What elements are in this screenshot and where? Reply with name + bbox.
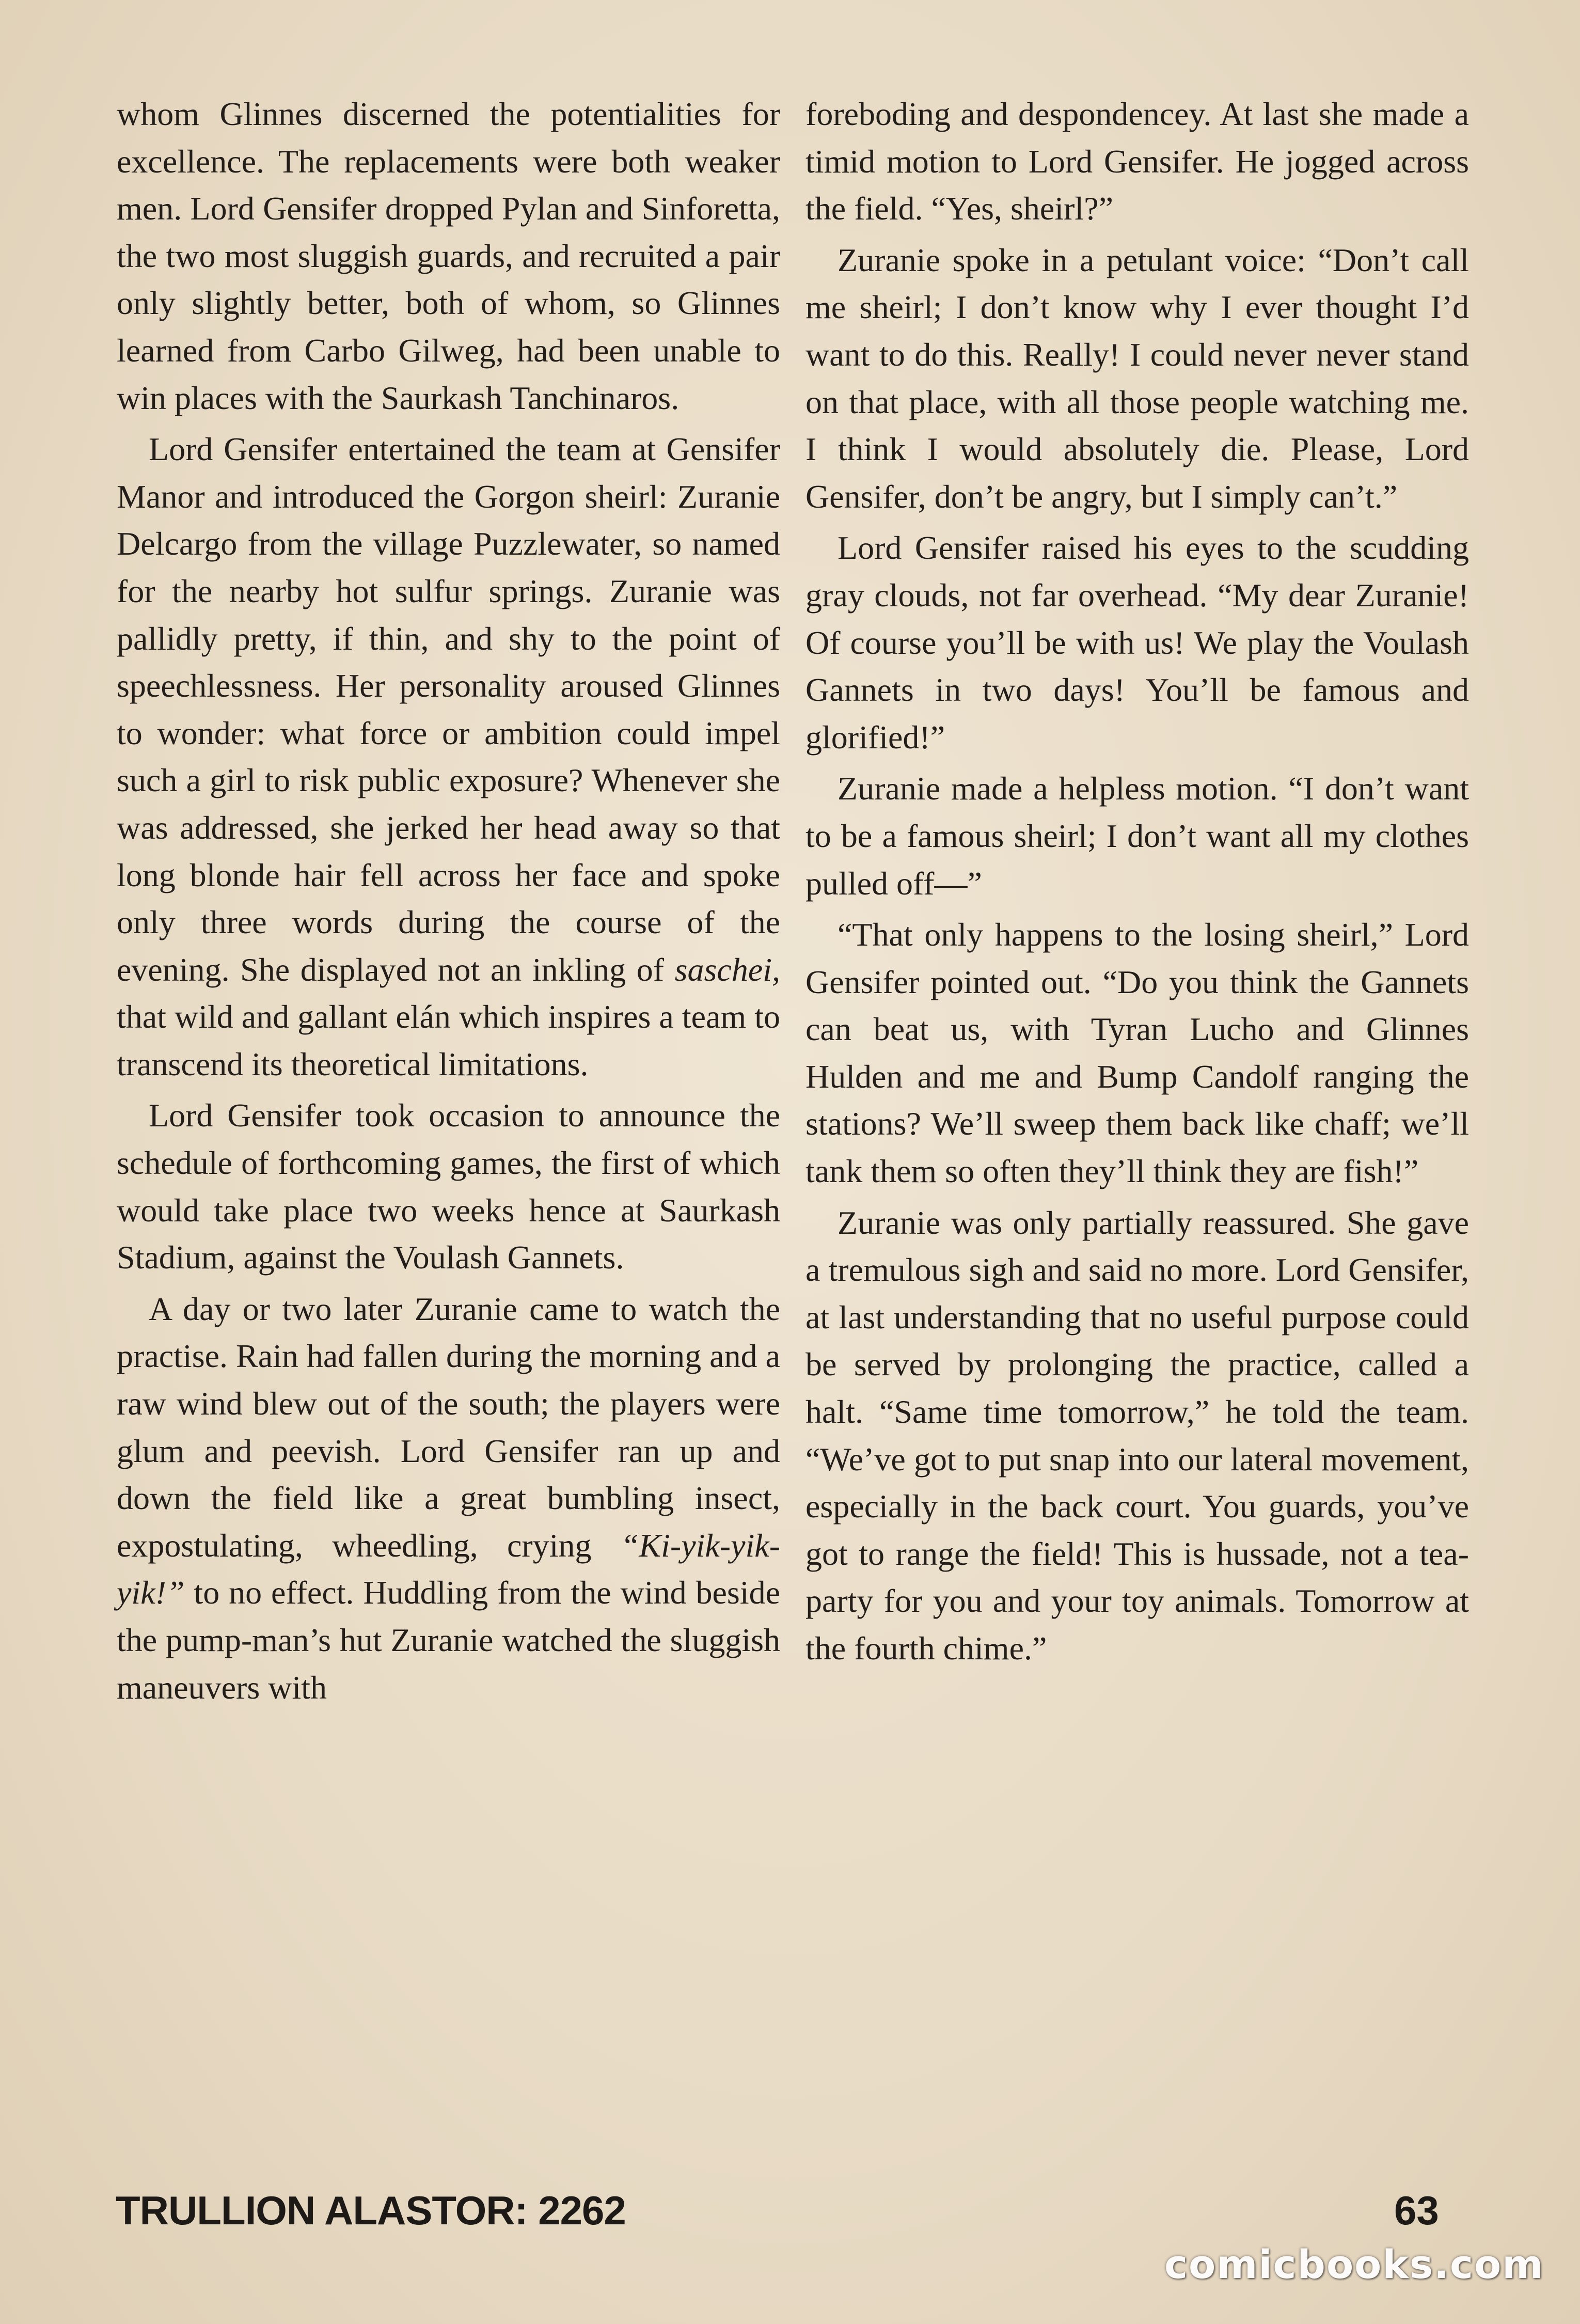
paragraph: whom Glinnes discerned the potentialities for excellence. The replacements were both weaker men. Lord Gensifer dropped Pylan and Sinforetta, the two most sluggish guards, and recruited a pair only slightly better, both of whom, so Glinnes learned from Carbo Gilweg, had been unable to win places with the Saurkash Tanchinaros. bbox=[117, 96, 780, 416]
paragraph: Lord Gensifer took occasion to announce the schedule of forthcoming games, the first of which would take place two weeks hence at Saurkash Stadium, against the Voulash Gannets. bbox=[117, 1097, 780, 1276]
paragraph-text: Lord Gensifer entertained the team at Gensifer Manor and introduced the Gorgon sheirl: Zuranie Delcargo from the village Puzzlewater, so named for the nearby hot sulfur springs. Zuranie was pallidly pretty, if thin, and shy to the point of speechlessness. Her personality aroused Glinnes to wonder: what force or ambition could impel such a girl to risk public exposure? Whenever she was addressed, she jerked her head away so that long blonde hair fell across her face and spoke only three words during the course of the evening. She displayed not an inkling of bbox=[117, 431, 780, 988]
paragraph: Zuranie spoke in a petulant voice: “Don’t call me sheirl; I don’t know why I ever thought I’d want to do this. Really! I could never never stand on that place, with all those people watching me. I think I would absolutely die. Please, Lord Gensifer, don’t be angry, but I simply can’t.” bbox=[805, 241, 1469, 515]
paragraph: Zuranie made a helpless motion. “I don’t want to be a famous sheirl; I don’t want all my clothes pulled off—” bbox=[805, 770, 1469, 902]
page-number: 63 bbox=[1394, 2188, 1439, 2233]
paragraph: Zuranie was only partially reassured. She gave a tremulous sigh and said no more. Lord Gensifer, at last understanding that no useful purpose could be served by prolonging the practice, called a halt. “Same time tomorrow,” he told the team. “We’ve got to put snap into our lateral movement, especially in the back court. You guards, you’ve got to range the field! This is hussade, not a tea-party for you and your toy animals. Tomorrow at the fourth chime.” bbox=[805, 1204, 1469, 1667]
left-column bbox=[117, 90, 780, 1711]
paragraph-text: that wild and gallant elán which inspires a team to transcend its theoretical limitations. bbox=[117, 998, 780, 1082]
paragraph: Lord Gensifer raised his eyes to the scudding gray clouds, not far overhead. “My dear Zuranie! Of course you’ll be with us! We play the Voulash Gannets in two days! You’ll be famous and glorified!” bbox=[805, 529, 1469, 756]
italic-term: saschei, bbox=[674, 951, 780, 988]
watermark: comicbooks.com bbox=[1164, 2241, 1544, 2287]
italic-cry: “Ki-yik-yik-yik!” bbox=[117, 1527, 780, 1611]
right-column bbox=[805, 90, 1469, 1672]
paragraph bbox=[117, 1285, 780, 1711]
paragraph: foreboding and despondencey. At last she made a timid motion to Lord Gensifer. He jogged across the field. “Yes, sheirl?” bbox=[805, 96, 1469, 227]
running-title: TRULLION ALASTOR: 2262 bbox=[116, 2188, 626, 2233]
paragraph-text: to no effect. Huddling from the wind beside the pump-man’s hut Zuranie watched the sluggish maneuvers with bbox=[117, 1574, 780, 1706]
paragraph: “That only happens to the losing sheirl,” Lord Gensifer pointed out. “Do you think the Gannets can beat us, with Tyran Lucho and Glinnes Hulden and me and Bump Candolf ranging the stations? We’ll sweep them back like chaff; we’ll tank them so often they’ll think they are fish!” bbox=[805, 916, 1469, 1190]
paragraph bbox=[117, 426, 780, 1088]
paragraph-text: A day or two later Zuranie came to watch the practise. Rain had fallen during the morning and a raw wind blew out of the south; the players were glum and peevish. Lord Gensifer ran up and down the field like a great bumbling insect, expostulating, wheedling, crying bbox=[117, 1290, 780, 1564]
